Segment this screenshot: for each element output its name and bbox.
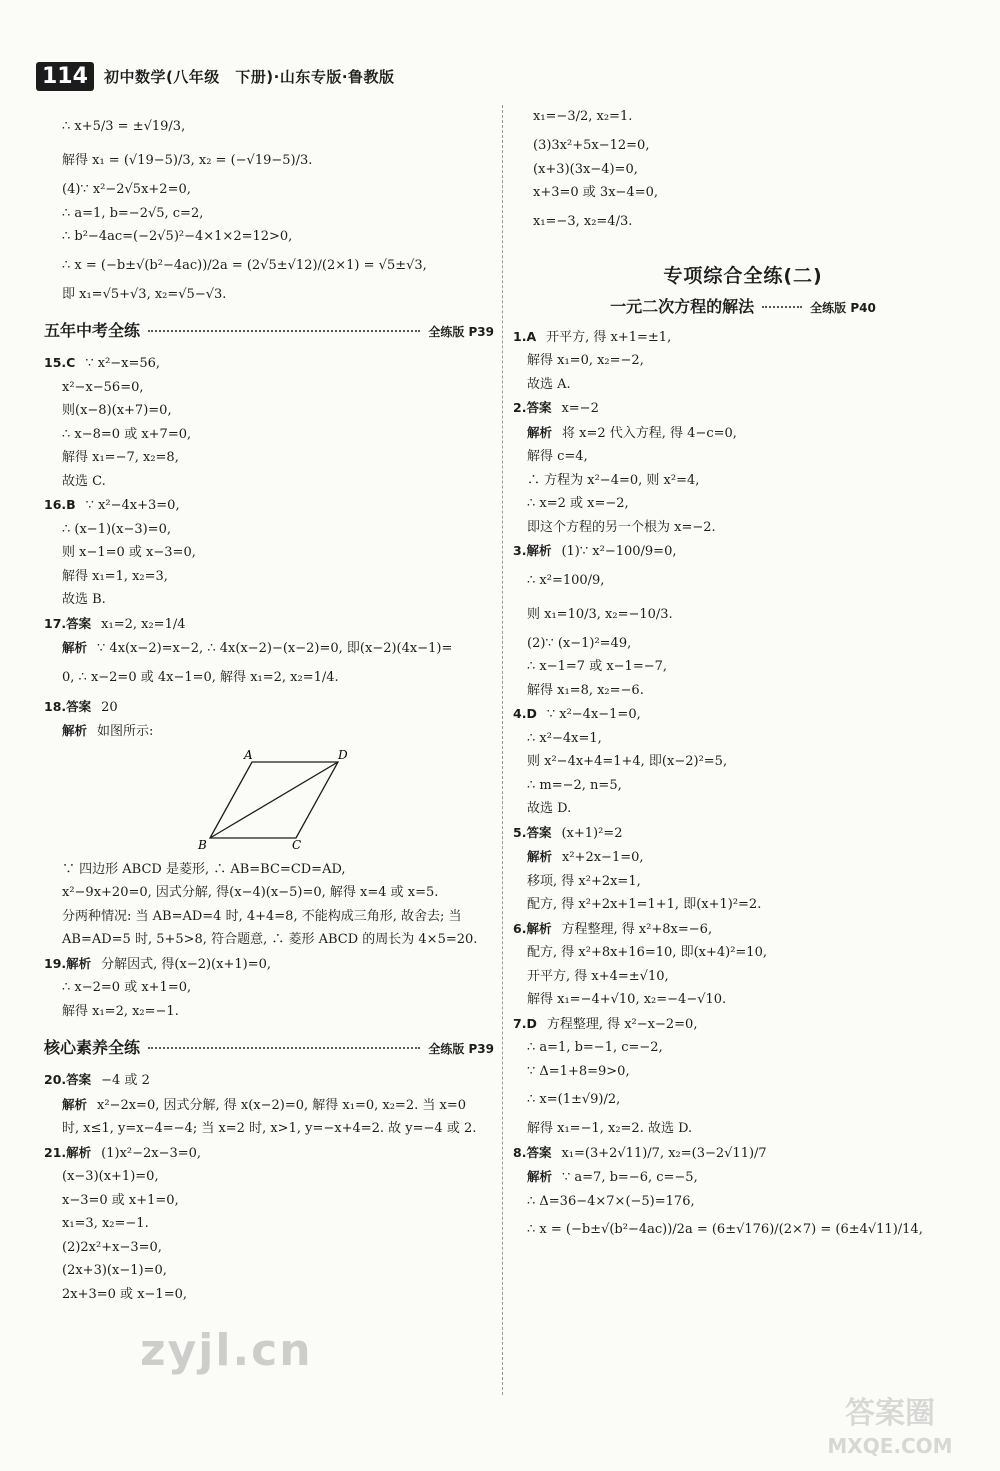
text-line: 则 x₁=10/3, x₂=−10/3. <box>527 606 673 622</box>
question-2 <box>513 396 973 421</box>
question-4 <box>513 702 973 727</box>
text-line: 解得 x₁ = (√19−5)/3, x₂ = (−√19−5)/3. <box>62 153 313 168</box>
text-line: 开平方, 得 x+4=±√10, <box>527 968 669 984</box>
question-label: 17.答案 <box>44 615 92 631</box>
question-17 <box>44 612 492 637</box>
text-line <box>513 1165 973 1190</box>
question-1 <box>513 325 973 350</box>
section-heading <box>44 1035 494 1058</box>
text-line <box>62 636 492 661</box>
answer-text: 20 <box>101 699 118 715</box>
text-line: (2)2x²+x−3=0, <box>62 1239 162 1255</box>
text-line: 解得 c=4, <box>527 449 588 464</box>
text-line: 解得 x₁=0, x₂=−2, <box>527 353 644 368</box>
text-line: x²−x−56=0, <box>62 379 144 395</box>
text-line: 方程整理, 得 x²+8x=−6, <box>561 921 713 937</box>
explain-label: 解析 <box>62 1096 88 1112</box>
question-label: 15.C <box>44 355 76 370</box>
text-line: x₁=−3/2, x₂=1. <box>533 109 633 124</box>
section-title: 五年中考全练 <box>44 321 141 340</box>
subtitle-row <box>513 294 973 317</box>
question-3 <box>513 539 973 564</box>
text-line: 分两种情况: 当 AB=AD=4 时, 4+4=8, 不能构成三角形, 故舍去; 当 <box>62 908 462 924</box>
text-line: ∵ Δ=1+8=9>0, <box>527 1063 630 1079</box>
question-label: 1.A <box>513 328 537 344</box>
leader-dots <box>148 1047 420 1049</box>
text-line <box>62 719 492 744</box>
text-line: 配方, 得 x²+8x+16=10, 即(x+4)²=10, <box>527 945 767 960</box>
section-title: 核心素养全练 <box>44 1038 141 1057</box>
text-line: ∴ x²=100/9, <box>527 572 605 588</box>
text-line: 解得 x₁=−4+√10, x₂=−4−√10. <box>527 992 727 1007</box>
text-line: ∴ x−2=0 或 x+1=0, <box>62 980 192 995</box>
question-label: 21.解析 <box>44 1144 92 1160</box>
text-line: x²+2x−1=0, <box>562 850 644 865</box>
right-column <box>513 100 973 1247</box>
vertex-d: D <box>338 749 348 762</box>
text-line: ∴ x=(1±√9)/2, <box>527 1092 621 1107</box>
question-label: 4.D <box>513 706 537 721</box>
text-line: 解得 x₁=8, x₂=−6. <box>527 682 644 698</box>
text-line: 解得 x₁=1, x₂=3, <box>62 568 168 584</box>
section-ref: 全练版 P39 <box>428 1042 494 1056</box>
question-15 <box>44 351 492 376</box>
text-line: ∵ x²−x=56, <box>85 356 161 371</box>
question-label: 8.答案 <box>513 1144 552 1160</box>
question-19 <box>44 952 492 977</box>
text-line: x²−9x+20=0, 因式分解, 得(x−4)(x−5)=0, 解得 x=4 或 x=5. <box>62 885 439 900</box>
text-line: 将 x=2 代入方程, 得 4−c=0, <box>562 425 737 441</box>
text-line: 故选 A. <box>527 376 571 392</box>
answer-text: x₁=(3+2√11)/7, x₂=(3−2√11)/7 <box>561 1145 767 1161</box>
text-line: (1)x²−2x−3=0, <box>101 1145 202 1161</box>
text-line: (2x+3)(x−1)=0, <box>62 1263 167 1278</box>
text-line: ∴ Δ=36−4×7×(−5)=176, <box>527 1193 695 1209</box>
answer-text: x₁=2, x₂=1/4 <box>101 616 186 632</box>
question-label: 20.答案 <box>44 1072 92 1087</box>
text-line: 故选 B. <box>62 592 106 607</box>
section-ref: 全练版 P39 <box>428 325 494 339</box>
question-label: 6.解析 <box>513 920 552 936</box>
text-line: ∴ (x−1)(x−3)=0, <box>62 521 171 537</box>
question-7 <box>513 1012 973 1037</box>
text-line: x₁=−3, x₂=4/3. <box>533 213 633 229</box>
text-line <box>62 1093 492 1118</box>
text-line: ∴ x = (−b±√(b²−4ac))/2a = (6±√176)/(2×7) = (6±4√11)/14, <box>527 1222 923 1237</box>
question-label: 16.B <box>44 497 76 512</box>
text-line <box>513 845 973 870</box>
text-line: 时, x≤1, y=x−4=−4; 当 x=2 时, x>1, y=−x+4=2. 故 y=−4 或 2. <box>62 1121 477 1136</box>
column-divider <box>502 105 503 1395</box>
text-line: ∴ x−8=0 或 x+7=0, <box>62 426 192 442</box>
text-line: ∴ b²−4ac=(−2√5)²−4×1×2=12>0, <box>62 229 293 244</box>
text-line: 则(x−8)(x+7)=0, <box>62 403 172 418</box>
question-21 <box>44 1141 492 1166</box>
question-label: 2.答案 <box>513 400 552 415</box>
text-line: (x−3)(x+1)=0, <box>62 1169 159 1184</box>
text-line: ∴ x = (−b±√(b²−4ac))/2a = (2√5±√12)/(2×1) = √5±√3, <box>62 257 427 273</box>
text-line: x²−2x=0, 因式分解, 得 x(x−2)=0, 解得 x₁=0, x₂=2. 当 x=0 <box>97 1097 466 1113</box>
vertex-b: B <box>198 837 207 850</box>
question-5 <box>513 821 973 846</box>
text-line: 2x+3=0 或 x−1=0, <box>62 1286 187 1302</box>
answer-text: −4 或 2 <box>101 1073 150 1088</box>
text-line: ∴ x=2 或 x=−2, <box>527 496 629 511</box>
text-line: ∵ x²−4x−1=0, <box>546 707 641 722</box>
text-line: (1)∵ x²−100/9=0, <box>561 544 677 559</box>
text-line: AB=AD=5 时, 5+5>8, 符合题意, ∴ 菱形 ABCD 的周长为 4×5=20. <box>62 932 478 947</box>
explain-label: 解析 <box>527 849 553 864</box>
text-line: ∴ x+5/3 = ±√19/3, <box>62 119 186 134</box>
answer-text: (x+1)²=2 <box>561 825 623 841</box>
rhombus-diagram <box>192 750 352 850</box>
text-line: (x+3)(3x−4)=0, <box>533 161 638 177</box>
text-line: 则 x−1=0 或 x−3=0, <box>62 545 196 560</box>
answer-text: x=−2 <box>561 401 599 416</box>
text-line: ∴ m=−2, n=5, <box>527 777 622 793</box>
text-line: ∵ 4x(x−2)=x−2, ∴ 4x(x−2)−(x−2)=0, 即(x−2)(4x−1)= <box>97 641 453 656</box>
subtitle-ref: 全练版 P40 <box>810 300 876 315</box>
question-label: 19.解析 <box>44 955 92 971</box>
question-label: 18.答案 <box>44 698 92 714</box>
question-8 <box>513 1141 973 1166</box>
rhombus-figure <box>192 750 492 854</box>
question-label: 5.答案 <box>513 824 552 840</box>
question-18 <box>44 695 492 720</box>
question-label: 3.解析 <box>513 543 552 558</box>
question-6 <box>513 917 973 942</box>
question-16 <box>44 493 492 518</box>
special-title: 专项综合全练(二) <box>663 264 823 287</box>
text-line: ∴ 方程为 x²−4=0, 则 x²=4, <box>527 472 700 488</box>
vertex-c: C <box>292 837 302 850</box>
text-line: ∵ a=7, b=−6, c=−5, <box>562 1170 698 1185</box>
text-line: (3)3x²+5x−12=0, <box>533 138 650 153</box>
text-line: 故选 C. <box>62 473 106 489</box>
text-line: 故选 D. <box>527 801 572 816</box>
text-line: 即 x₁=√5+√3, x₂=√5−√3. <box>62 286 227 302</box>
watermark: zyjl.cn <box>140 1325 313 1376</box>
text-line: 0, ∴ x−2=0 或 4x−1=0, 解得 x₁=2, x₂=1/4. <box>62 669 339 685</box>
text-line: ∴ x²−4x=1, <box>527 730 602 746</box>
text-line: ∴ x−1=7 或 x−1=−7, <box>527 659 668 674</box>
text-line: (4)∵ x²−2√5x+2=0, <box>62 182 191 197</box>
text-line: ∴ a=1, b=−1, c=−2, <box>527 1040 663 1055</box>
explain-label: 解析 <box>62 640 88 655</box>
text-line: ∵ x²−4x+3=0, <box>85 498 180 513</box>
text-line: 则 x²−4x+4=1+4, 即(x−2)²=5, <box>527 754 728 769</box>
page-number: 114 <box>36 62 94 91</box>
subtitle: 一元二次方程的解法 <box>610 296 755 316</box>
text-line: ∵ 四边形 ABCD 是菱形, ∴ AB=BC=CD=AD, <box>62 861 346 877</box>
corner-mark-text: MXQE.COM <box>827 1434 953 1458</box>
page-header <box>36 58 395 94</box>
header-title: 初中数学(八年级 下册)·山东专版·鲁教版 <box>103 67 395 86</box>
left-column <box>44 110 494 1306</box>
text-line: 方程整理, 得 x²−x−2=0, <box>546 1016 698 1032</box>
text-line: x₁=3, x₂=−1. <box>62 1216 149 1231</box>
explain-label: 解析 <box>527 1169 553 1184</box>
leader-dots <box>148 330 420 332</box>
explain-label: 解析 <box>527 424 553 440</box>
text-line: (2)∵ (x−1)²=49, <box>527 635 632 651</box>
question-label: 7.D <box>513 1015 537 1031</box>
leader-dots <box>762 306 802 308</box>
text-line: 即这个方程的另一个根为 x=−2. <box>527 519 716 535</box>
explain-label: 解析 <box>62 723 88 738</box>
text-line: 分解因式, 得(x−2)(x+1)=0, <box>101 956 271 972</box>
text-line <box>513 421 973 446</box>
diagonal-bd <box>210 762 338 838</box>
section-heading <box>44 318 494 341</box>
text-line: 配方, 得 x²+2x+1=1+1, 即(x+1)²=2. <box>527 897 762 912</box>
text-line: 移项, 得 x²+2x=1, <box>527 873 641 889</box>
text-line: 解得 x₁=−1, x₂=2. 故选 D. <box>527 1121 693 1136</box>
text-line: ∴ a=1, b=−2√5, c=2, <box>62 205 204 221</box>
text-line: 开平方, 得 x+1=±1, <box>546 329 672 345</box>
vertex-a: A <box>244 749 253 762</box>
corner-watermark <box>800 1383 980 1463</box>
text-line: 解得 x₁=−7, x₂=8, <box>62 450 179 465</box>
text-line: x−3=0 或 x+1=0, <box>62 1192 179 1208</box>
svg-text:答案圈: 答案圈 <box>845 1396 935 1431</box>
text-line: x+3=0 或 3x−4=0, <box>533 185 658 200</box>
text-line: 如图所示: <box>97 724 154 739</box>
text-line: 解得 x₁=2, x₂=−1. <box>62 1003 179 1019</box>
question-20 <box>44 1068 492 1093</box>
